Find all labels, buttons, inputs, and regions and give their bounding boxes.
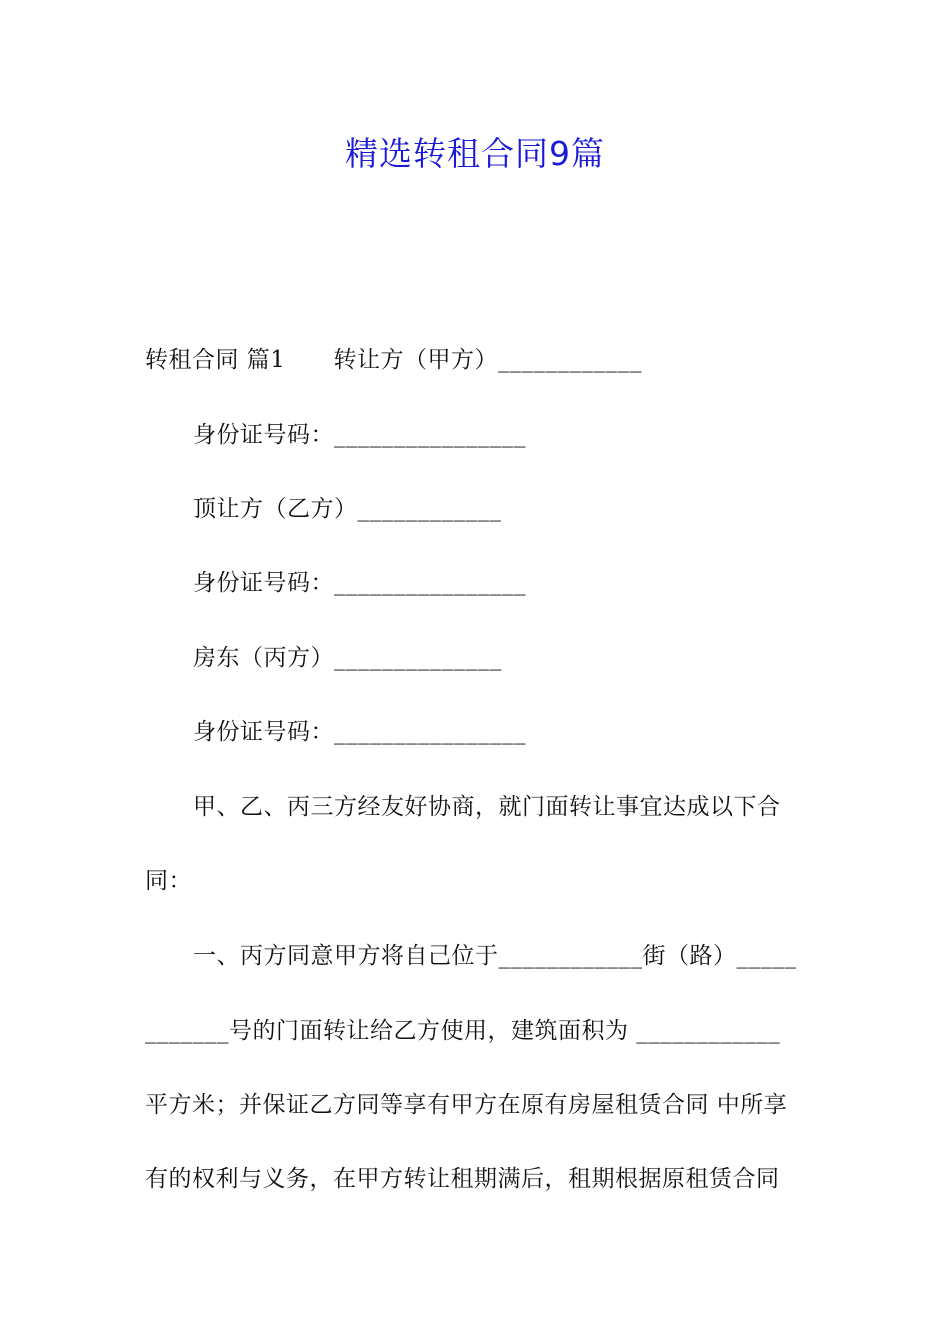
clause-1-line-1: 一、丙方同意甲方将自己位于____________街（路）_____: [193, 943, 797, 969]
clause-1-line-4: 有的权利与义务，在甲方转让租期满后，租期根据原租赁合同: [145, 1166, 780, 1192]
agreement-intro-line-cont: 同：: [145, 868, 192, 894]
transferor-id-line: 身份证号码：________________: [193, 422, 526, 448]
transferor-line: 转让方（甲方）____________: [333, 347, 642, 373]
transferee-line: 顶让方（乙方）____________: [193, 496, 502, 522]
section-heading: 转租合同 篇1: [145, 347, 286, 373]
agreement-intro-line: 甲、乙、丙三方经友好协商，就门面转让事宜达成以下合: [193, 794, 781, 820]
clause-1-line-2: _______号的门面转让给乙方使用，建筑面积为 ____________: [145, 1018, 781, 1044]
clause-1-line-3: 平方米；并保证乙方同等享有甲方在原有房屋租赁合同 中所享: [145, 1092, 788, 1118]
landlord-line: 房东（丙方）______________: [193, 645, 502, 671]
transferee-id-line: 身份证号码：________________: [193, 570, 526, 596]
landlord-id-line: 身份证号码：________________: [193, 719, 526, 745]
document-title: 精选转租合同9篇: [345, 134, 605, 173]
section-heading-line: [145, 345, 642, 375]
